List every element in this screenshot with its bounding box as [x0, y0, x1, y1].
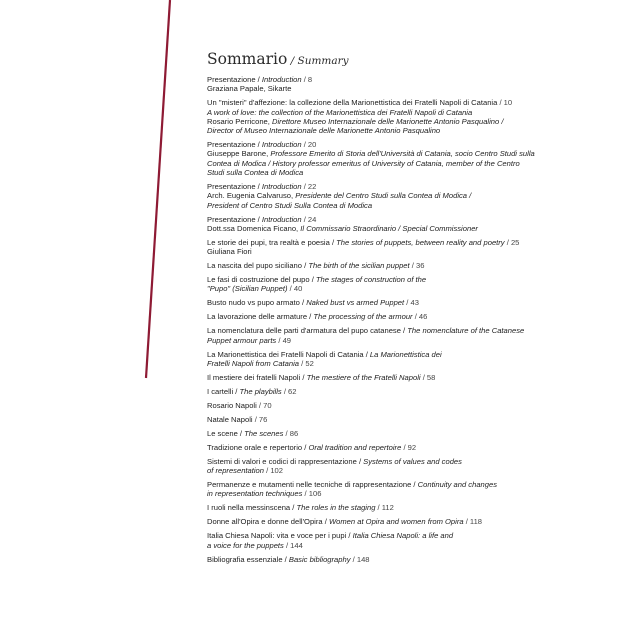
toc-entry-line	[207, 359, 567, 368]
entry-text: Graziana Papale, Sikarte	[207, 84, 292, 94]
english-title: The stories of puppets, between reality and poetry	[336, 237, 505, 247]
english-title: Introduction	[261, 182, 302, 192]
toc-entry-line	[207, 555, 567, 564]
toc-entry-line	[207, 108, 567, 117]
english-title: a voice for the puppets	[207, 540, 284, 550]
english-title: Direttore Museo Internazionale delle Marionette Antonio Pasqualino /	[272, 116, 504, 126]
toc-entry-line	[207, 238, 567, 247]
entry-text: Bibliografia essenziale /	[207, 554, 289, 564]
toc-entry	[207, 75, 567, 94]
table-of-contents	[207, 50, 567, 569]
entry-text: Rosario Napoli	[207, 400, 257, 410]
english-title: The processing of the armour	[313, 312, 413, 322]
toc-entry-line	[207, 84, 567, 93]
toc-entry-line	[207, 387, 567, 396]
page-number: / 43	[404, 298, 419, 308]
toc-entry	[207, 387, 567, 396]
toc-entry-line	[207, 503, 567, 512]
toc-entry	[207, 457, 567, 476]
english-title: The birth of the sicilian puppet	[308, 261, 410, 271]
english-title: Il Commissario Straordinario / Special Commissioner	[300, 223, 478, 233]
page-number: / 46	[412, 312, 428, 322]
page-number: / 36	[409, 261, 425, 271]
toc-entry	[207, 531, 567, 550]
page-number: / 20	[301, 140, 317, 150]
toc-entry	[207, 298, 567, 307]
page-number: / 40	[287, 284, 303, 294]
toc-entry-line	[207, 117, 567, 126]
heading-separator: /	[287, 55, 298, 67]
entry-text: Giuseppe Barone,	[207, 149, 271, 159]
english-title: The nomenclature of the Catanese	[407, 326, 525, 336]
toc-entry-line	[207, 517, 567, 526]
english-title: of representation	[207, 466, 264, 476]
page-number: / 10	[497, 98, 513, 108]
toc-entry-line	[207, 489, 567, 498]
english-title: Fratelli Napoli from Catania	[207, 358, 300, 368]
entry-text: Le fasi di costruzione del pupo /	[207, 275, 316, 285]
english-title: "Pupo" (Sicilian Puppet)	[207, 284, 288, 294]
toc-entry-line	[207, 401, 567, 410]
page-number: / 144	[283, 540, 303, 550]
toc-entry	[207, 326, 567, 345]
toc-entry-line	[207, 98, 567, 107]
toc-entry-line	[207, 480, 567, 489]
english-title: Studi sulla Contea di Modica	[207, 168, 304, 178]
heading-title: Sommario	[207, 50, 288, 68]
page-number: / 92	[401, 442, 417, 452]
english-title: La Marionettistica dei	[369, 349, 442, 359]
toc-entry-line	[207, 191, 567, 200]
page-number: / 49	[276, 335, 292, 345]
english-title: Director of Museo Internazionale delle Marionette Antonio Pasqualino	[207, 126, 441, 136]
entry-text: Sistemi di valori e codici di rappresentazione /	[207, 456, 364, 466]
english-title: Basic bibliography	[288, 554, 351, 564]
entry-text: Permanenze e mutamenti nelle tecniche di rappresentazione /	[207, 480, 418, 490]
toc-entry-line	[207, 201, 567, 210]
entry-text: I ruoli nella messinscena /	[207, 503, 297, 513]
toc-entry	[207, 350, 567, 369]
toc-entry-line	[207, 429, 567, 438]
entry-text: Presentazione /	[207, 182, 262, 192]
toc-entry	[207, 261, 567, 270]
toc-entry-line	[207, 443, 567, 452]
toc-entry	[207, 555, 567, 564]
page-title	[207, 50, 567, 70]
toc-entry-line	[207, 326, 567, 335]
page-number: / 58	[420, 372, 436, 382]
toc-entry-line	[207, 261, 567, 270]
toc-entries	[207, 75, 567, 564]
page-number: / 86	[283, 428, 299, 438]
toc-entry-line	[207, 275, 567, 284]
english-title: Presidente del Centro Studi sulla Contea di Modica /	[295, 191, 472, 201]
entry-text: Italia Chiesa Napoli: vita e voce per i pupi /	[207, 531, 353, 541]
toc-entry	[207, 215, 567, 234]
toc-entry-line	[207, 531, 567, 540]
toc-entry-line	[207, 182, 567, 191]
toc-entry-line	[207, 415, 567, 424]
toc-entry	[207, 238, 567, 257]
entry-text: Le scene /	[207, 428, 245, 438]
toc-entry-line	[207, 336, 567, 345]
entry-text: Il mestiere dei fratelli Napoli /	[207, 372, 307, 382]
toc-entry-line	[207, 224, 567, 233]
entry-text: I cartelli /	[207, 386, 240, 396]
page-number: / 8	[301, 75, 313, 84]
toc-entry	[207, 182, 567, 210]
toc-entry	[207, 401, 567, 410]
page-number: / 148	[350, 554, 370, 564]
entry-text: La Marionettistica dei Fratelli Napoli di Catania /	[207, 349, 370, 359]
page-number: / 118	[463, 517, 483, 527]
english-title: The stages of construction of the	[315, 275, 427, 285]
page-number: / 62	[281, 386, 297, 396]
entry-text: Arch. Eugenia Calvaruso,	[207, 191, 296, 201]
english-title: Contea di Modica / History professor emeritus of University of Catania, member of the Centro	[207, 158, 520, 168]
toc-entry-line	[207, 457, 567, 466]
toc-entry-line	[207, 541, 567, 550]
toc-entry-line	[207, 126, 567, 135]
page-number: / 25	[504, 237, 520, 247]
toc-entry	[207, 517, 567, 526]
page-number: / 106	[302, 489, 322, 499]
entry-text: Busto nudo vs pupo armato /	[207, 298, 307, 308]
english-title: Introduction	[261, 140, 302, 150]
entry-text: Un "misteri" d'affezione: la collezione della Marionettistica dei Fratelli Napoli di Catania	[207, 98, 498, 108]
english-title: Introduction	[261, 75, 302, 84]
toc-entry	[207, 480, 567, 499]
page-number: / 102	[264, 466, 283, 476]
page-number: / 70	[256, 400, 272, 410]
entry-text: La nomenclatura delle parti d'armatura del pupo catanese /	[207, 326, 408, 336]
english-title: The scenes	[244, 428, 284, 438]
page-number: / 22	[301, 182, 317, 192]
entry-text: Donne all'Opira e donne dell'Opira /	[207, 517, 329, 527]
english-title: Professore Emerito di Storia dell'Università di Catania, socio Centro Studi sulla	[270, 149, 535, 159]
english-title: A work of love: the collection of the Marionettistica dei Fratelli Napoli di Catania	[207, 107, 473, 117]
entry-text: Le storie dei pupi, tra realtà e poesia /	[207, 237, 337, 247]
toc-entry	[207, 443, 567, 452]
entry-text: Presentazione /	[207, 75, 262, 84]
toc-entry-line	[207, 215, 567, 224]
page-number: / 112	[375, 503, 394, 513]
toc-entry	[207, 312, 567, 321]
english-title: in representation techniques	[207, 489, 303, 499]
english-title: The roles in the staging	[296, 503, 376, 513]
english-title: Women at Opira and women from Opira	[328, 517, 464, 527]
toc-entry-line	[207, 466, 567, 475]
english-title: Italia Chiesa Napoli: a life and	[352, 531, 454, 541]
entry-text: Tradizione orale e repertorio /	[207, 442, 309, 452]
entry-text: La lavorazione delle armature /	[207, 312, 314, 322]
english-title: Systems of values and codes	[363, 456, 462, 466]
english-title: The playbills	[239, 386, 282, 396]
english-title: Puppet armour parts	[207, 335, 277, 345]
toc-entry-line	[207, 350, 567, 359]
entry-text: Natale Napoli	[207, 414, 253, 424]
page-number: / 76	[252, 414, 268, 424]
toc-entry-line	[207, 298, 567, 307]
entry-text: Presentazione /	[207, 140, 262, 150]
toc-entry	[207, 415, 567, 424]
english-title: The mestiere of the Fratelli Napoli	[306, 372, 421, 382]
toc-entry	[207, 503, 567, 512]
toc-entry-line	[207, 247, 567, 256]
toc-entry	[207, 429, 567, 438]
toc-entry	[207, 275, 567, 294]
heading-subtitle: Summary	[297, 55, 349, 67]
english-title: Oral tradition and repertoire	[308, 442, 402, 452]
entry-text: Rosario Perricone,	[207, 116, 272, 126]
entry-text: La nascita del pupo siciliano /	[207, 261, 309, 271]
entry-text: Dott.ssa Domenica Ficano,	[207, 223, 301, 233]
entry-text: Giuliana Fiori	[207, 247, 252, 257]
toc-entry-line	[207, 159, 567, 168]
toc-entry-line	[207, 312, 567, 321]
english-title: Continuity and changes	[417, 480, 498, 490]
toc-entry-line	[207, 140, 567, 149]
toc-entry-line	[207, 75, 567, 84]
toc-entry-line	[207, 149, 567, 158]
page-number: / 24	[301, 214, 317, 224]
english-title: Naked bust vs armed Puppet	[306, 298, 405, 308]
toc-entry	[207, 140, 567, 177]
page-number: / 52	[299, 358, 314, 368]
toc-entry-line	[207, 284, 567, 293]
toc-entry-line	[207, 168, 567, 177]
entry-text: Presentazione /	[207, 214, 262, 224]
english-title: President of Centro Studi Sulla Contea di Modica	[207, 200, 373, 210]
toc-entry	[207, 373, 567, 382]
toc-entry-line	[207, 373, 567, 382]
english-title: Introduction	[261, 214, 302, 224]
toc-entry	[207, 98, 567, 135]
